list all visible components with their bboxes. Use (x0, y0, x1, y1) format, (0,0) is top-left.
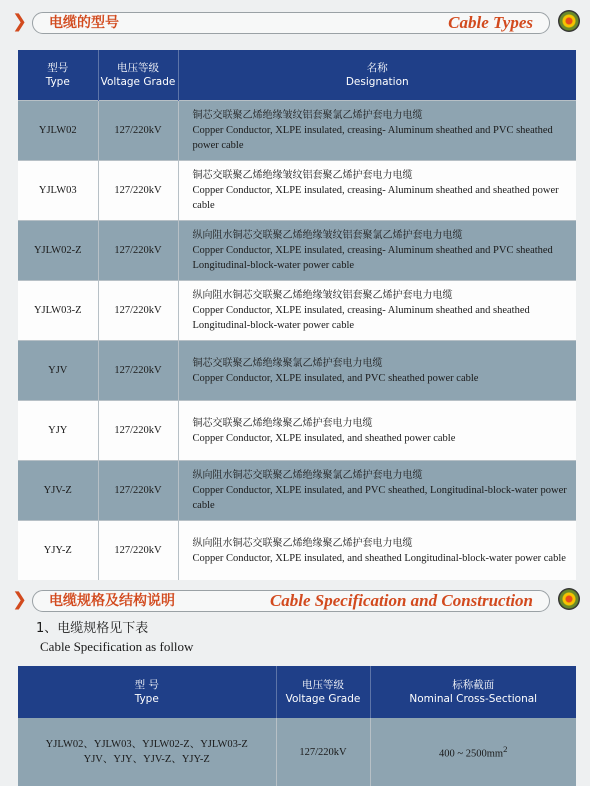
cell-model: YJY-Z (18, 521, 98, 581)
cell-model: YJLW02-Z (18, 221, 98, 281)
cell-designation (178, 281, 576, 341)
cell-voltage: 127/220kV (98, 461, 178, 521)
table-row (18, 401, 576, 461)
cell-voltage: 127/220kV (98, 521, 178, 581)
table-row (18, 161, 576, 221)
designation-en: Copper Conductor, XLPE insulated, creasing- Aluminum sheathed and PVC sheathed Longitudinal-block-water power cable (192, 245, 553, 271)
section-title-en: Cable Types (448, 13, 533, 32)
designation-cn: 铜芯交联聚乙烯绝缘聚乙烯护套电力电缆 (192, 417, 373, 429)
cell-voltage: 127/220kV (276, 718, 370, 786)
cell-nominal-section: 400 ~ $2500mm^2$ (370, 718, 576, 786)
designation-en: Copper Conductor, XLPE insulated, and PVC sheathed, Longitudinal-block-water power cable (192, 485, 567, 511)
emblem-disc-icon (558, 588, 580, 610)
chevron-right-icon: ❯ (12, 589, 28, 610)
cable-spec-table (18, 666, 576, 786)
section-header-cable-spec (12, 588, 580, 612)
emblem-disc-icon (558, 10, 580, 32)
table-row (18, 341, 576, 401)
designation-cn: 纵向阻水铜芯交联聚乙烯绝缘皱纹铝套聚乙烯护套电力电缆 (192, 290, 453, 301)
designation-en: Copper Conductor, XLPE insulated, creasing- Aluminum sheathed and sheathed Longitudinal-block-water power cable (192, 305, 530, 331)
cable-types-table (18, 50, 576, 580)
section-title-bar (32, 590, 550, 612)
table-row (18, 221, 576, 281)
cell-voltage: 127/220kV (98, 161, 178, 221)
designation-cn: 纵向阻水铜芯交联聚乙烯绝缘皱纹铝套聚氯乙烯护套电力电缆 (192, 230, 463, 241)
cell-designation (178, 401, 576, 461)
table-row (18, 718, 576, 786)
table-row (18, 101, 576, 161)
cell-model: YJLW02 (18, 101, 98, 161)
table-row (18, 281, 576, 341)
section-title-cn: 电缆的型号 (49, 15, 119, 31)
cell-designation (178, 221, 576, 281)
cell-voltage: 127/220kV (98, 101, 178, 161)
cell-designation (178, 161, 576, 221)
cell-voltage: 127/220kV (98, 281, 178, 341)
table-row (18, 521, 576, 581)
designation-en: Copper Conductor, XLPE insulated, creasing- Aluminum sheathed and PVC sheathed power cable (192, 125, 553, 151)
spec-intro-en: Cable Specification as follow (40, 639, 194, 654)
designation-en: Copper Conductor, XLPE insulated, and PVC sheathed power cable (192, 372, 479, 384)
section-title-en: Cable Specification and Construction (269, 591, 533, 610)
table-header-row (18, 666, 576, 718)
table-header-row (18, 50, 576, 101)
designation-en: Copper Conductor, XLPE insulated, and sheathed power cable (192, 432, 456, 444)
cell-designation (178, 341, 576, 401)
designation-en: Copper Conductor, XLPE insulated, creasing- Aluminum sheathed and sheathed power cable (192, 185, 559, 211)
designation-cn: 纵向阻水铜芯交联聚乙烯绝缘聚氯乙烯护套电力电缆 (192, 470, 423, 481)
cell-types: YJLW02、YJLW03、YJLW02-Z、YJLW03-Z YJV、YJY、YJV-Z、YJY-Z (18, 718, 276, 786)
section-title-cn: 电缆规格及结构说明 (49, 593, 175, 609)
header-voltage: 电压等级 Voltage Grade (98, 50, 178, 101)
cell-voltage: 127/220kV (98, 401, 178, 461)
spec-intro-cn: 1、电缆规格见下表 (36, 621, 149, 636)
designation-cn: 铜芯交联聚乙烯绝缘皱纹铝套聚氯乙烯护套电力电缆 (192, 110, 423, 121)
chevron-right-icon: ❯ (12, 11, 28, 32)
cell-designation (178, 461, 576, 521)
header-nominal-section: 标称截面 Nominal Cross-Sectional (370, 666, 576, 718)
cell-designation (178, 521, 576, 581)
cell-model: YJV-Z (18, 461, 98, 521)
table-row (18, 461, 576, 521)
cell-model: YJY (18, 401, 98, 461)
header-type: 型号 Type (18, 50, 98, 101)
cell-voltage: 127/220kV (98, 341, 178, 401)
designation-en: Copper Conductor, XLPE insulated, and sheathed Longitudinal-block-water power cable (192, 552, 566, 564)
header-voltage: 电压等级 Voltage Grade (276, 666, 370, 718)
designation-cn: 铜芯交联聚乙烯绝缘皱纹铝套聚乙烯护套电力电缆 (192, 170, 413, 181)
designation-cn: 纵向阻水铜芯交联聚乙烯绝缘聚乙烯护套电力电缆 (192, 537, 413, 549)
cell-designation (178, 101, 576, 161)
designation-cn: 铜芯交联聚乙烯绝缘聚氯乙烯护套电力电缆 (192, 357, 383, 369)
cell-model: YJV (18, 341, 98, 401)
cell-model: YJLW03 (18, 161, 98, 221)
header-type: 型 号 Type (18, 666, 276, 718)
section-title-bar (32, 12, 550, 34)
section-header-cable-types (12, 10, 580, 34)
header-designation: 名称 Designation (178, 50, 576, 101)
cell-voltage: 127/220kV (98, 221, 178, 281)
spec-intro (36, 620, 193, 656)
cell-model: YJLW03-Z (18, 281, 98, 341)
